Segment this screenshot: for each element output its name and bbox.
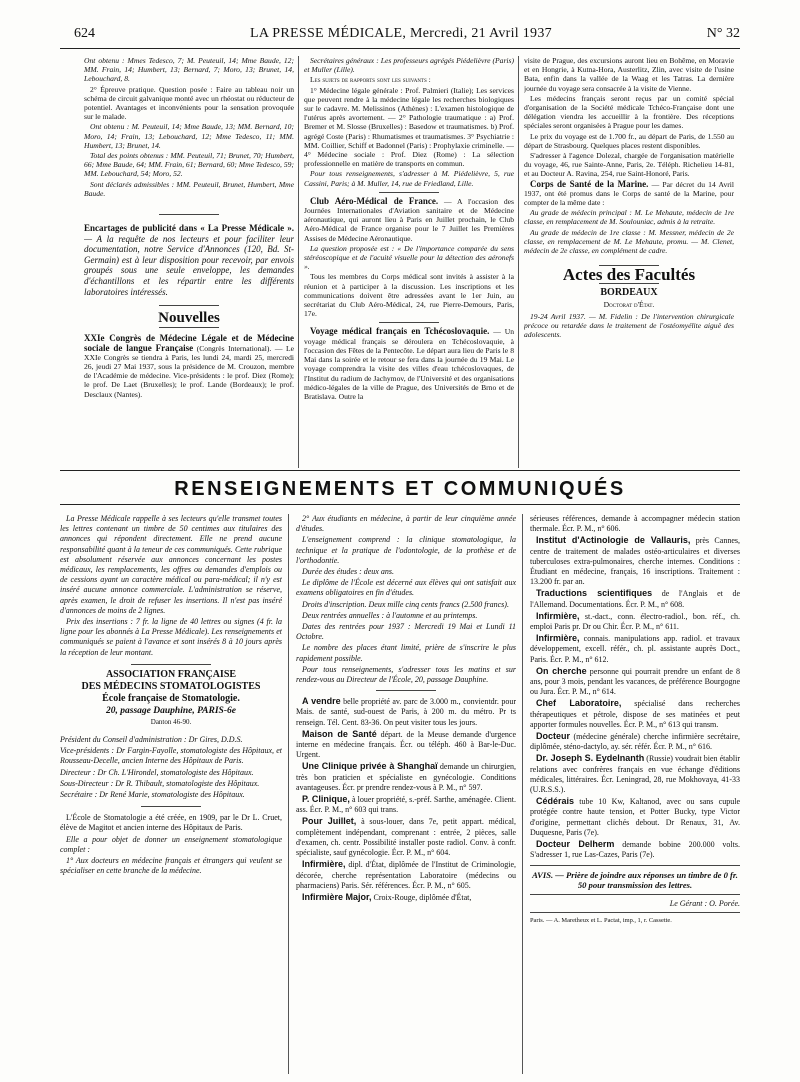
role-line: Secrétaire : Dr René Marie, stomatologiste des Hôpitaux. <box>60 790 245 800</box>
paragraph: 19-24 Avril 1937. — M. Fidelin : De l'intervention chirurgicale précoce ou retardée dans le traitement de l'ostéomyélite aiguë des adolescents. <box>524 311 734 340</box>
paragraph: Secrétaires généraux : Les professeurs agrégés Piédelièvre (Paris) et Muller (Lille). <box>304 56 514 75</box>
classified-ad-lead: P. Clinique, <box>302 794 350 805</box>
classified-ad-text: belle propriété av. parc de 3.000 m., convientdr. pour Mais. de santé, sud-ouest de Paris, à 200 m. du métro. Pr ts renseign. Tél. Cent. 83-36. On peut visiter tous les jours. <box>296 697 516 727</box>
classified-ad <box>296 696 516 728</box>
classified-ad <box>296 729 516 761</box>
paragraph: Le nombre des places étant limité, prière de s'inscrire le plus rapidement possible. <box>296 643 516 663</box>
bordeaux-heading: BORDEAUX <box>600 287 658 299</box>
classified-ad-lead: Cédérais <box>536 796 575 807</box>
gerant-line: Le Gérant : O. Porée. <box>669 898 740 908</box>
classified-ad-lead: Dr. Joseph S. Eydelnanth <box>536 753 645 764</box>
page-header <box>60 24 740 46</box>
classified-ad <box>530 535 740 587</box>
congres-body: (Congrès International). — Le XXIe Congrès se tiendra à Paris, les lundi 24, mardi 25, mercredi 26, jeudi 27 Mai 1937, sous la présidence de M. Crouzon, membre de l'Académie de médecine. Vice-présidents : le prof. Diez (Rome); le prof. De Laet (Bruxelles); le prof. Lande (Bordeaux); le prof. Desclaux (Nantes). <box>84 343 294 399</box>
role-line: Vice-présidents : Dr Fargin-Fayolle, stomatologiste des Hôpitaux, et Rousseau-Decelle, ancien Interne des Hôpitaux de Paris. <box>60 746 282 766</box>
doctorat-heading: Doctorat d'État. <box>603 299 655 309</box>
column-rule <box>518 56 519 468</box>
classified-ad-lead: Traductions scientifiques <box>536 588 653 599</box>
column-rule <box>298 56 299 468</box>
paragraph: Pour tous renseignements, s'adresser à M. Piédelièvre, 5, rue Cassini, Paris; à M. Muller, 14, rue de Friedland, Lille. <box>304 169 514 188</box>
paragraph: Au grade de médecin principal : M. Le Mehaute, médecin de 1re classe, en remplacement de M. Soulouniac, admis à la retraite. <box>524 208 734 227</box>
intro-paragraph: La Presse Médicale rappelle à ses lecteurs qu'elle transmet toutes les lettres contenant un timbre de 50 centimes aux titulaires des annonces qui répondent directement. Elle ne prend aucune responsabilité quant à la teneur de ces communiqués. Cette rubrique est absolument réservée aux annonces concernant les postes médicaux, les remplacements, les offres ou demandes d'emplois ou de cessions ayant un caractère médical ou para-médical; il n'y est inséré aucune annonce commerciale. L'administration se réserve, après examen, le droit de refuser les insertions. Il n'est pas inséré d'annonces de moins de 2 lignes. <box>60 514 282 615</box>
paragraph: Elle a pour objet de donner un enseignement stomatologique complet : <box>60 834 282 854</box>
classified-ad-lead: A vendre <box>302 696 341 707</box>
classified-ad-text: (médecine générale) cherche infirmière secrétaire, diplômée, sténo-dactylo, ay. sér. référ. Écr. P. M., n° 616. <box>530 732 740 752</box>
paragraph: Ont obtenu : Mmes Tedesco, 7; M. Peuteuil, 14; Mme Baude, 12; MM. Frain, 14; Humbert, 13; Bernard, 7; Moro, 13; Brunet, 14, Lebouchard, 8. <box>84 56 294 84</box>
association-title-1: ASSOCIATION FRANÇAISE <box>105 668 237 680</box>
classified-ad <box>530 698 740 730</box>
divider <box>141 806 201 807</box>
column-1 <box>84 56 294 468</box>
divider <box>379 192 439 193</box>
paragraph: Dates des rentrées pour 1937 : Mercredi 19 Mai et Lundi 11 Octobre. <box>296 622 516 642</box>
classified-ad <box>296 892 516 903</box>
club-title: Club Aéro-Médical de France. <box>310 195 439 206</box>
prix-paragraph: Prix des insertions : 7 fr. la ligne de 40 lettres ou signes (4 fr. la ligne pour les abonnés à La Presse Médicale). Les renseignements et communiqués se paient à l'avance et sont insérés 8 à 10 jours après la réception de leur montant. <box>60 617 282 657</box>
classified-ad-lead: Docteur <box>536 731 571 742</box>
classified-ad <box>530 731 740 752</box>
classified-ad <box>296 761 516 793</box>
section-title-nouvelles: Nouvelles <box>158 310 220 327</box>
paragraph: Total des points obtenus : MM. Peuteuil, 71; Brunet, 70; Humbert, 66; Mme Baude, 64; MM. Frain, 61; Bernard, 60; Mme Tedesco, 59; MM. Lebouchard, 54; Moro, 52. <box>84 151 294 179</box>
header-rule <box>60 48 740 49</box>
paragraph: Sont déclarés admissibles : MM. Peuteuil, Brunet, Humbert, Mme Baude. <box>84 179 294 198</box>
classified-ad-text: dipl. d'État, diplômée de l'Institut de Criminologie, décorée, cherche représentation Laboratoire (médecins ou pharmaciens) Paris. Sér. références. Écr. P. M., n° 605. <box>296 860 516 890</box>
marine-body: — Par décret du 14 Avril 1937, ont été promus dans le Corps de santé de la Marine, pour compter de la même date : <box>524 179 734 208</box>
club-body: — A l'occasion des Journées Internationales d'Aviation sanitaire et de Médecine aéronautique, qui auront lieu à Paris en Juillet prochain, le Club Aéro-Médical de France organise pour le 7 Juillet les Premières Assises de Médecine Aéronautique. <box>304 196 514 243</box>
congres-item <box>84 334 294 398</box>
classified-ad-lead: Infirmière, <box>536 633 580 644</box>
paragraph: visite de Prague, des excursions auront lieu en Bohême, en Moravie et en Hongrie, à Kutna-Hora, Austerlitz, Zlin, avec visite de l'usine Bata, enfin dans la vallée de la Waag et les Tatras. La dernière journée du voyage sera consacrée à la visite de Vienne. <box>524 56 734 93</box>
classified-ad-lead: Une Clinique privée à Shanghaï <box>302 761 438 772</box>
section-rule <box>60 504 740 505</box>
paragraph: 1° Médecine légale générale : Prof. Palmieri (Italie); Les services que peuvent rendre à la médecine légale les recherches biologiques sur le cadavre. M. Melissinos (Athènes) : L'examen histologique de l'utérus après avortement. — 2° Pathologie traumatique : a) Prof. Bremer et M. Slosse (Bruxelles) : Basedow et traumatismes. b) Prof. agrégé Coste (Paris) : Rhumatismes et traumatismes. 3° Psychiatrie : MM. Coillier, Schiff et Badonnel (Paris) : Prophylaxie criminelle. — 4° Médecine sociale : Prof. Diez (Rome) : La sélection professionnelle en matière de transports en commun. <box>304 85 514 169</box>
club-item <box>304 197 514 243</box>
paragraph: L'École de Stomatologie a été créée, en 1909, par le Dr L. Cruet, élève de Magitot et ancien interne des Hôpitaux de Paris. <box>60 813 282 833</box>
divider <box>159 214 219 215</box>
rc-column-3 <box>530 514 740 1074</box>
paragraph: Deux rentrées annuelles : à l'automne et au printemps. <box>302 610 478 620</box>
avis-notice: AVIS. — Prière de joindre aux réponses un timbre de 0 fr. 50 pour transmission des lettres. <box>532 869 738 890</box>
classified-ad <box>530 839 740 860</box>
imprimeur-line: Paris. — A. Maretheux et L. Pactat, imp., 1, r. Cassette. <box>530 917 672 925</box>
paragraph: Pour tous renseignements, s'adresser tous les matins et sur rendez-vous au Directeur de l'École, 20, passage Dauphine. <box>296 664 516 685</box>
classified-ad <box>296 816 516 858</box>
divider <box>530 894 740 895</box>
classified-ad <box>530 588 740 609</box>
role-line: Directeur : Dr Ch. L'Hirondel, stomatologiste des Hôpitaux. <box>60 767 254 777</box>
classified-ad-lead: Chef Laboratoire, <box>536 698 622 709</box>
paragraph: Les médecins français seront reçus par un comité spécial d'organisation de la Société médicale Tchéco-Française dont une délégation viendra les accueillir à la frontière. Des réceptions spéciales seront organisées à Prague pour les dames. <box>524 93 734 131</box>
classified-ad-text: à louer propriété, s.-préf. Sarthe, aménagée. Client. ass. Écr. P. M., n° 603 qui trans. <box>296 795 516 815</box>
divider <box>376 690 436 691</box>
classified-ad-lead: Pour Juillet, <box>302 816 357 827</box>
classified-ad-text: personne qui pourrait prendre un enfant de 8 ans, pour 3 mois, pendant les vacances, de préférence Bourgogne ou Jura. Écr. P. M., n° 614. <box>530 666 740 697</box>
paragraph: Droits d'inscription. Deux mille cinq cents francs (2.500 francs). <box>302 599 509 609</box>
classified-ad-lead: Infirmière Major, <box>302 891 372 902</box>
column-3 <box>524 56 734 468</box>
marine-item <box>524 180 734 208</box>
classified-ad-text: st.-dact., conn. électro-radiol., bon. réf., ch. emploi Paris pr. Dr ou Chir. Écr. P. M., n° 611. <box>530 611 740 632</box>
ecole-title: École française de Stomatologie. <box>102 692 240 704</box>
classified-ad-lead: Maison de Santé <box>302 728 377 739</box>
divider <box>159 305 219 306</box>
paragraph: 2° Épreuve pratique. Question posée : Faire au tableau noir un schéma de circuit galvanique monté avec un rhéostat ou réducteur de potentiel. Avantages et inconvénients pour la sensation provoquée sur le malade. <box>84 84 294 122</box>
paragraph: 2° Aux étudiants en médecine, à partir de leur cinquième année d'études. <box>296 514 516 534</box>
classified-ad-text: tube 10 Kw, Kaltanod, avec ou sans cupule protégée contre haute tension, et Potter Bucky, type Victor d'origine, permettant clichés debout. Dr Renaux, 31, Av. Duquesne, Paris (7e). <box>530 797 740 837</box>
classified-ads-list <box>296 696 516 903</box>
rc-column-2 <box>296 514 516 1074</box>
paragraph: Durée des études : deux ans. <box>302 567 394 577</box>
column-2 <box>304 56 514 468</box>
classified-ad-text: (Russie) voudrait bien établir relations avec confrères français en vue échange d'éditions médicales, littéraires. Écr. Leningrad, 28, rue Mokhovaya, 41-33 (U.R.S.S.). <box>530 754 740 795</box>
classified-ad-lead: Institut d'Actinologie de Vallauris, <box>536 535 691 546</box>
classified-ad-text: spécialisé dans recherches thérapeutiques et pétrole, dispose de ses matinées et peut apporter formules nouvelles. Écr. P. M., n° 613 qui transm. <box>530 699 740 729</box>
paragraph: Les sujets de rapports sont les suivants : <box>310 75 431 85</box>
encartage-title: Encartages de publicité dans « La Presse Médicale ». <box>84 223 294 234</box>
classified-ad-text: de l'Anglais et de l'Allemand. Documentations. Écr. P. M., n° 608. <box>530 589 740 609</box>
classified-ad <box>296 859 516 891</box>
classified-ad <box>530 753 740 795</box>
ecole-address: 20, passage Dauphine, PARIS-6e <box>106 705 236 716</box>
voyage-item <box>304 327 514 401</box>
journal-title: LA PRESSE MÉDICALE, Mercredi, 21 Avril 1937 <box>250 26 552 41</box>
classified-ad-text: connais. manipulations app. radiol. et travaux développement, excell. référ., ch. pl. assistante auprès Doct., Paris. Écr. P. M., n° 612. <box>530 634 740 664</box>
classified-ad-text: Croix-Rouge, diplômée d'État, <box>373 892 472 902</box>
section-title-renseignements: RENSEIGNEMENTS ET COMMUNIQUÉS <box>174 478 626 500</box>
paragraph: 1° Aux docteurs en médecine français et étrangers qui veulent se spécialiser en cette branche de la médecine. <box>60 856 282 876</box>
marine-title: Corps de Santé de la Marine. <box>530 178 649 189</box>
classified-ad <box>296 794 516 815</box>
classified-ad <box>530 611 740 632</box>
paragraph: Ont obtenu : M. Peuteuil, 14; Mme Baude, 13; MM. Bernard, 10; Moro, 14; Frain, 13; Lebouchard, 12; Mme Tedesco, 11; MM. Humbert, 13; Brunet, 14. <box>84 122 294 150</box>
rc-column-1 <box>60 514 282 1074</box>
role-line: Sous-Directeur : Dr R. Thibault, stomatologiste des Hôpitaux. <box>60 778 260 788</box>
paragraph: sérieuses références, demande à accompagner médecin station thermale. Écr. P. M., n° 606. <box>530 514 740 534</box>
divider <box>159 327 219 328</box>
role-line: Président du Conseil d'administration : Dr Gires, D.D.S. <box>60 735 243 745</box>
column-rule <box>288 514 289 1074</box>
paragraph: La question proposée est : « De l'importance comparée du sens stéréoscopique et de l'acuité visuelle pour la détection des aéronefs ». <box>304 243 514 272</box>
column-rule <box>522 514 523 1074</box>
divider <box>530 912 740 913</box>
classified-ad <box>530 796 740 838</box>
section-title-actes: Actes des Facultés <box>562 265 696 285</box>
encartage-body: — A la requête de nos lecteurs et pour faciliter leur documentation, notre Service d'Annonces (120, Bd. St-Germain) est à leur disposition pour recevoir, par envois groupés sous une seule enveloppe, les demandes d'échantillons et les répartir entre les différents laboratoires intéressés. <box>84 233 294 297</box>
divider <box>530 865 740 866</box>
classified-ad <box>530 666 740 698</box>
classified-ads-list <box>530 535 740 860</box>
paragraph: L'enseignement comprend : la clinique stomatologique, la technique et la pratique de l'odontologie, de la prothèse et de l'orthodontie. <box>296 535 516 565</box>
voyage-title: Voyage médical français en Tchécoslovaquie. <box>310 326 490 337</box>
paragraph: Le diplôme de l'École est décerné aux élèves qui ont satisfait aux examens obligatoires en fin d'études. <box>296 578 516 598</box>
classified-ad-text: à sous-louer, dans 7e, petit appart. médical, complètement indépendant, comprenant : entrée, 2 pièces, salle d'examen, ch. centr. Possibilité installer poste radiol. Conv. à confr. spécialiste, sauf gynécologie. Écr. P. M., n° 604. <box>296 817 516 858</box>
classified-ad-lead: Docteur Delherm <box>536 839 615 850</box>
classified-ad-text: près Cannes, centre de traitement de malades ostéo-articulaires et diverses tuberculoses extra-pulmonaires, cherche internes. Conditions : Étudiant en médecine, français, 16 inscriptions. Traitement : 13.200 fr. par an. <box>530 536 740 587</box>
paragraph: Tous les membres du Corps médical sont invités à assister à la réunion et à participer à la discussion. Les inscriptions et les communications doivent être adressées avant le 1er Juin, au secrétariat du Club Aéro-Médical, 24, rue Pierre-Demours, Paris, 17e. <box>304 272 514 319</box>
association-title-2: DES MÉDECINS STOMATOLOGISTES <box>81 680 261 692</box>
classified-ad-lead: Infirmière, <box>302 859 346 870</box>
paragraph: Au grade de médecin de 1re classe : M. Messner, médecin de 2e classe, en remplacement de M. Le Mehaute, promu. — M. Clenet, médecin de 2e classe, en complément de cadre. <box>524 227 734 256</box>
classified-ad-lead: On cherche <box>536 665 587 676</box>
paragraph: S'adresser à l'agence Dolezal, chargée de l'organisation matérielle du voyage, 46, rue Sainte-Anne, Paris, 2e. Téléph. Richelieu 14-81, et au Docteur A. Ravina, 254, rue Saint-Honoré, Paris. <box>524 151 734 179</box>
classified-ad-text: départ. de la Meuse demande d'urgence interne en médecine français. Écr. ou téléph. 460 à Bar-le-Duc. Urgent. <box>296 729 516 760</box>
paragraph: Le prix du voyage est de 1.700 fr., au départ de Paris, de 1.550 au départ de Strasbourg. Quelques places restent disponibles. <box>524 131 734 150</box>
page-number: 624 <box>74 26 95 41</box>
classified-ad-text: demande bobine 200.000 volts. S'adresser 1, rue Las-Cazes, Paris (7e). <box>530 840 740 860</box>
classified-ad-lead: Infirmière, <box>536 610 580 621</box>
issue-number: N° 32 <box>706 26 740 41</box>
classified-ad-text: demande un chirurgien, très bon praticien et spécialiste en gynécologie. Conditions avantageuses. Écr. pr prendre rendez-vous à P. M., n° 597. <box>296 762 516 792</box>
ecole-phone: Danton 46-90. <box>150 717 192 726</box>
section-rule <box>60 470 740 471</box>
voyage-body: — Un voyage médical français se déroulera en Tchécoslovaquie, à l'occasion des Fêtes de la Pentecôte. Le départ aura lieu de Paris le 8 Mai dans la soirée et le retour se fera dans la journée du 19 Mai. Le voyage comprendra la visite des villes d'eau tchécoslovaques, de l'Institut du radium de Jachymov, de l'Université et des organisations médico-légales de la ville de Prague, des Universités de Brno et de Bratislava. Outre la <box>304 327 514 401</box>
classified-ad <box>530 633 740 665</box>
encartage-notice <box>84 223 294 297</box>
congres-title: XXIe Congrès de Médecine Légale et de Médecine sociale de langue Française <box>84 333 294 353</box>
divider <box>379 322 439 323</box>
divider <box>131 664 211 665</box>
